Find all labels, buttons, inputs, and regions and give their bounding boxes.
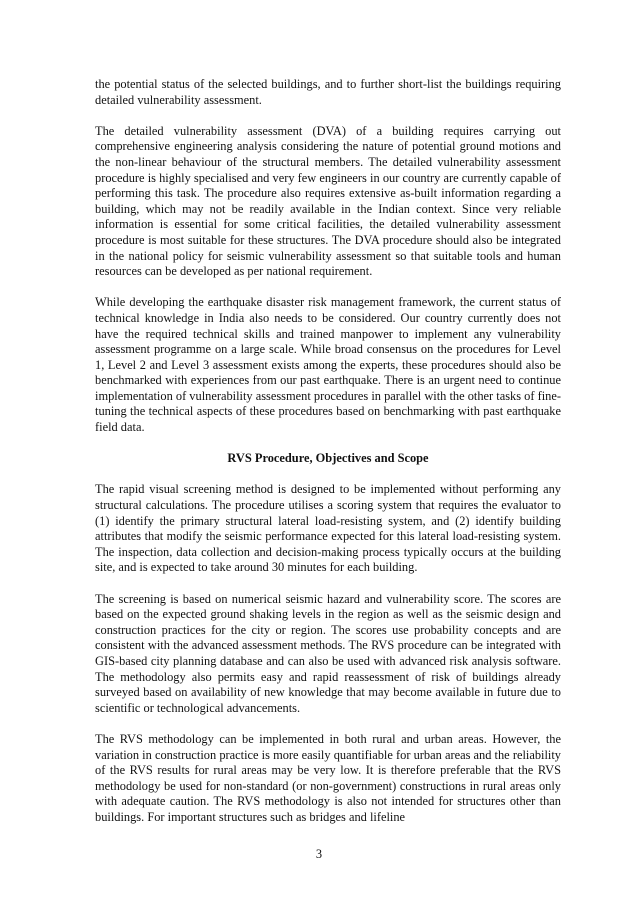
paragraph-risk-management-framework: While developing the earthquake disaster risk management framework, the current status of technical knowledge in India also needs to be considered. Our country currently does not have the required technical skills and trained manpower to implement any vulnerability assessment programme on a large scale. While broad consensus on the procedures for Level 1, Level 2 and Level 3 assessment exists among the experts, these procedures should also be benchmarked with experiences from our past earthquake. There is an urgent need to continue implementation of vulnerability assessment procedures in parallel with the other tasks of fine-tuning the technical aspects of these procedures based on benchmarking with past earthquake field data. — [95, 295, 561, 435]
page-number: 3 — [315, 847, 323, 861]
section-heading: RVS Procedure, Objectives and Scope — [227, 451, 429, 466]
paragraph-status-continuation: the potential status of the selected buildings, and to further short-list the buildings requiring detailed vulnerability assessment. — [95, 77, 561, 107]
paragraph-screening-scores: The screening is based on numerical seismic hazard and vulnerability score. The scores are based on the expected ground shaking levels in the region as well as the seismic design and construction practices for the city or region. The scores use probability concepts and are consistent with the advanced assessment methods. The RVS procedure can be integrated with GIS-based city planning database and can also be used with advanced risk analysis software. The methodology also permits easy and rapid reassessment of risk of buildings already surveyed based on availability of new knowledge that may become available in future due to scientific or technological advancements. — [95, 591, 561, 715]
document-body — [95, 77, 561, 841]
paragraph-rapid-visual-screening: The rapid visual screening method is designed to be implemented without performing any structural calculations. The procedure utilises a scoring system that requires the evaluator to (1) identify the primary structural lateral load-resisting system, and (2) identify building attributes that modify the seismic performance expected for this lateral load-resisting system. The inspection, data collection and decision-making process typically occurs at the building site, and is expected to take around 30 minutes for each building. — [95, 482, 561, 575]
paragraph-detailed-vulnerability-assessment: The detailed vulnerability assessment (DVA) of a building requires carrying out comprehensive engineering analysis considering the nature of potential ground motions and the non-linear behaviour of the structural members. The detailed vulnerability assessment procedure is highly specialised and very few engineers in our country are currently capable of performing this task. The procedure also requires extensive as-built information regarding a building, which may not be readily available in the Indian context. Since very reliable information is essential for some critical facilities, the detailed vulnerability assessment procedure is most suitable for these structures. The DVA procedure should also be integrated in the national policy for seismic vulnerability assessment so that suitable tools and human resources can be developed as per national requirement. — [95, 123, 561, 279]
paragraph-rural-urban: The RVS methodology can be implemented in both rural and urban areas. However, the variation in construction practice is more easily quantifiable for urban areas and the reliability of the RVS results for rural areas may be very low. It is therefore preferable that the RVS methodology be used for non-standard (or non-government) constructions in rural areas only with adequate caution. The RVS methodology is also not intended for structures other than buildings. For important structures such as bridges and lifeline — [95, 731, 561, 824]
